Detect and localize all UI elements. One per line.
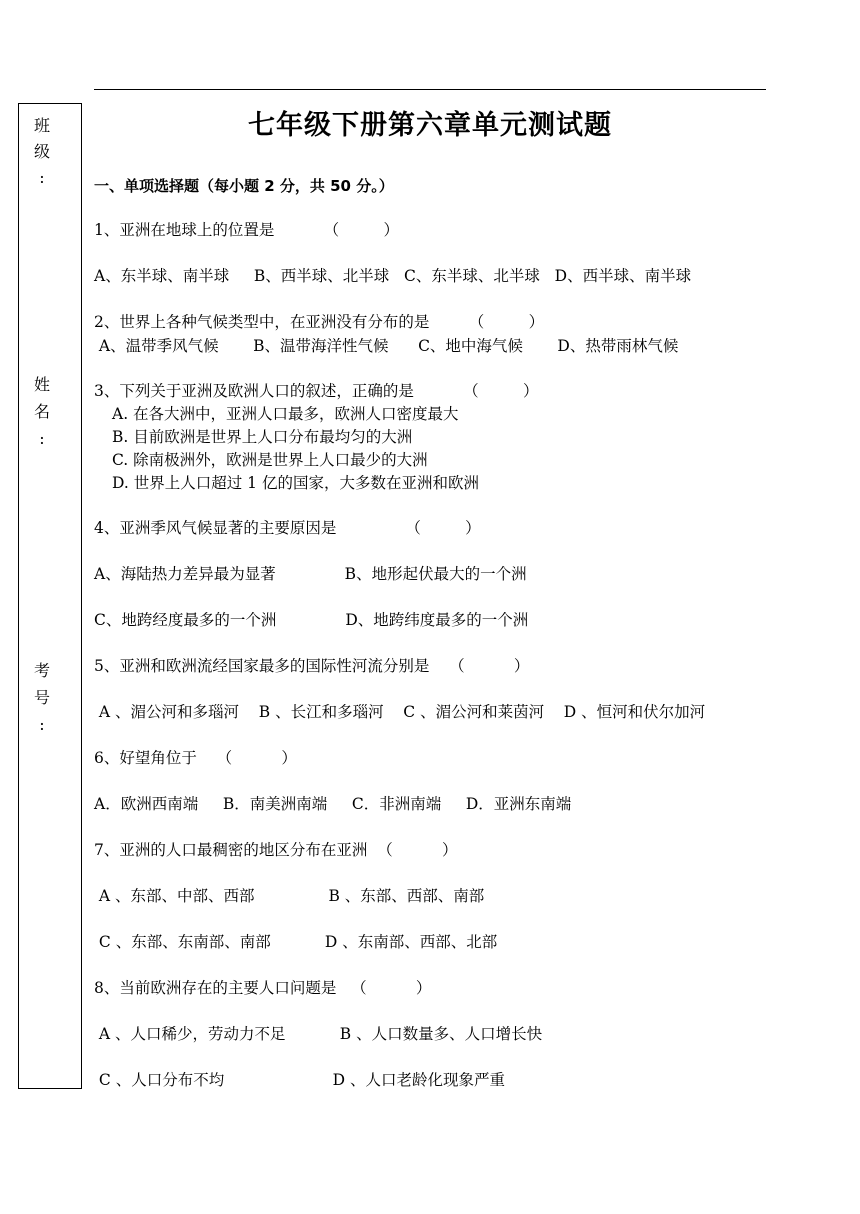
question-7-stem: 7、亚洲的人口最稠密的地区分布在亚洲 （ ） [94, 841, 458, 859]
question-2-stem: 2、世界上各种气候类型中，在亚洲没有分布的是 （ ） [94, 313, 545, 331]
class-label-colon: : [39, 168, 45, 187]
question-2-options: A、温带季风气候 B、温带海洋性气候 C、地中海气候 D、热带雨林气候 [94, 337, 679, 355]
student-info-box [18, 103, 82, 1089]
question-8-stem: 8、当前欧洲存在的主要人口问题是 （ ） [94, 979, 432, 997]
question-3-option-d: D. 世界上人口超过 1 亿的国家，大多数在亚洲和欧洲 [112, 474, 479, 492]
name-label-char-1: 姓 [33, 375, 50, 394]
question-4-options-cd: C、地跨经度最多的一个洲 D、地跨纬度最多的一个洲 [94, 611, 529, 629]
class-label-char-1: 班 [33, 116, 50, 135]
question-5-options: A 、湄公河和多瑙河 B 、长江和多瑙河 C 、湄公河和莱茵河 D 、恒河和伏尔加河 [94, 703, 706, 721]
question-4-stem: 4、亚洲季风气候显著的主要原因是 （ ） [94, 519, 481, 537]
question-7-options-ab: A 、东部、中部、西部 B 、东部、西部、南部 [94, 887, 485, 905]
page-title: 七年级下册第六章单元测试题 [248, 110, 612, 141]
exam-number-label-colon: : [39, 715, 45, 734]
question-4-options-ab: A、海陆热力差异最为显著 B、地形起伏最大的一个洲 [94, 565, 527, 583]
question-3-option-b: B. 目前欧洲是世界上人口分布最均匀的大洲 [112, 428, 413, 446]
question-6-stem: 6、好望角位于 （ ） [94, 749, 297, 767]
question-3-option-c: C. 除南极洲外，欧洲是世界上人口最少的大洲 [112, 451, 428, 469]
exam-number-label-char-1: 考 [33, 661, 50, 680]
question-3-stem: 3、下列关于亚洲及欧洲人口的叙述，正确的是 （ ） [94, 382, 539, 400]
question-1-options: A、东半球、南半球 B、西半球、北半球 C、东半球、北半球 D、西半球、南半球 [94, 267, 692, 285]
name-label-colon: : [39, 429, 45, 448]
question-8-options-cd: C 、人口分布不均 D 、人口老龄化现象严重 [94, 1071, 505, 1089]
question-1-stem: 1、亚洲在地球上的位置是 （ ） [94, 221, 399, 239]
name-label-char-2: 名 [33, 402, 50, 421]
class-label-char-2: 级 [33, 142, 50, 161]
question-3-option-a: A. 在各大洲中，亚洲人口最多，欧洲人口密度最大 [112, 405, 459, 423]
question-8-options-ab: A 、人口稀少，劳动力不足 B 、人口数量多、人口增长快 [94, 1025, 543, 1043]
exam-number-label-char-2: 号 [33, 688, 50, 707]
header-rule [94, 89, 766, 90]
question-6-options: A．欧洲西南端 B．南美洲南端 C．非洲南端 D．亚洲东南端 [94, 795, 572, 813]
question-5-stem: 5、亚洲和欧洲流经国家最多的国际性河流分别是 （ ） [94, 657, 530, 675]
question-7-options-cd: C 、东部、东南部、南部 D 、东南部、西部、北部 [94, 933, 498, 951]
section-heading: 一、单项选择题（每小题 2 分，共 50 分。） [94, 177, 394, 195]
